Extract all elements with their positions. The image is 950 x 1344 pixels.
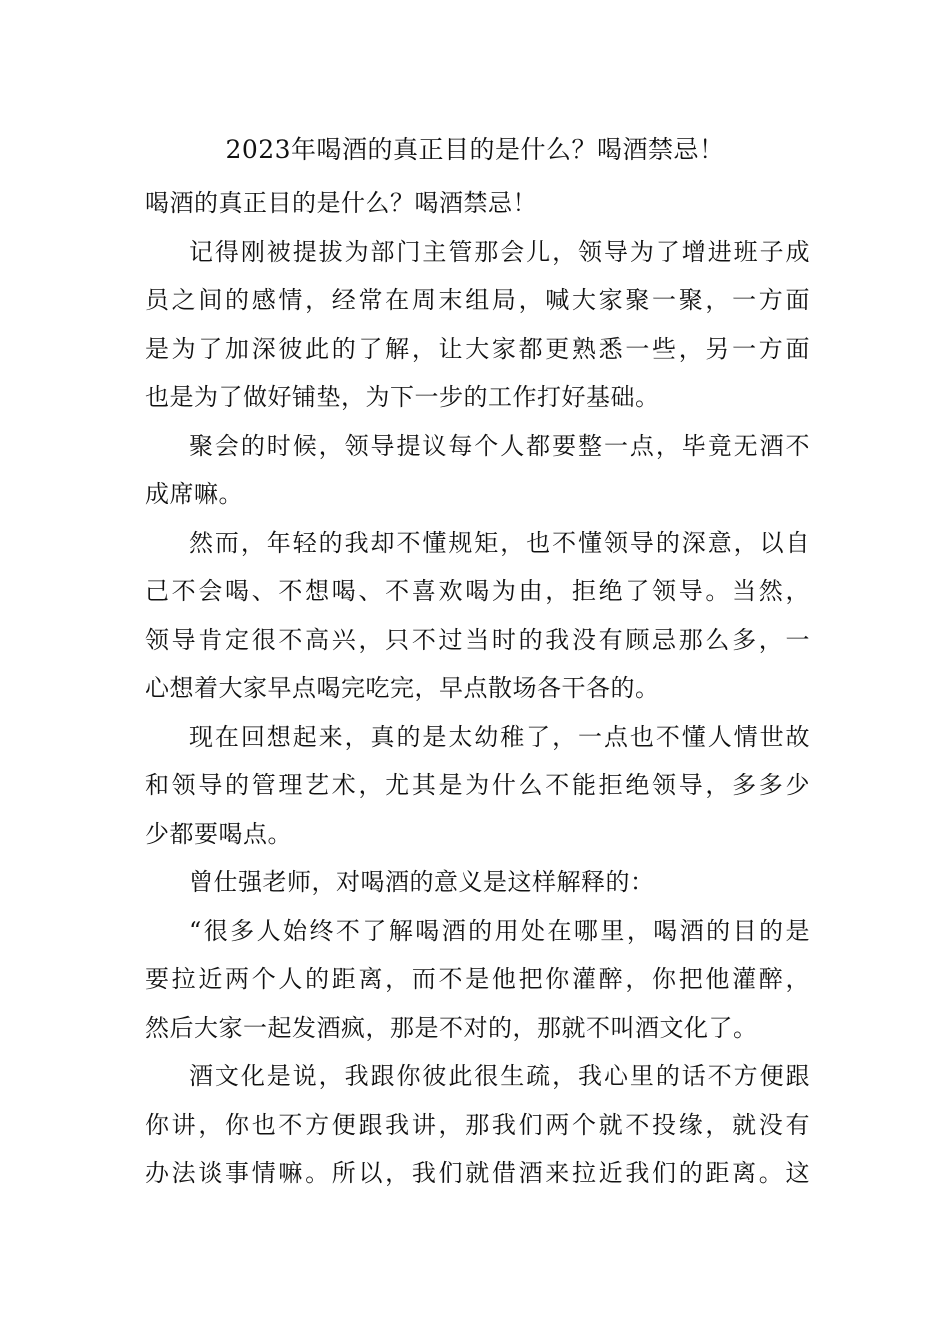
text-line: 也是为了做好铺垫，为下一步的工作打好基础。 bbox=[145, 383, 660, 411]
text-line: 成席嘛。 bbox=[145, 480, 243, 508]
text-line: 你讲，你也不方便跟我讲，那我们两个就不投缘，就没有 bbox=[145, 1110, 810, 1139]
text-line: 心想着大家早点喝完吃完，早点散场各干各的。 bbox=[145, 674, 660, 702]
text-line: 现在回想起来，真的是太幼稚了，一点也不懂人情世故 bbox=[189, 722, 810, 751]
text-line: 员之间的感情，经常在周末组局，喊大家聚一聚，一方面 bbox=[145, 286, 810, 314]
text-line: 要拉近两个人的距离，而不是他把你灌醉，你把他灌醉， bbox=[145, 965, 810, 993]
text-line: 然而，年轻的我却不懂规矩，也不懂领导的深意，以自 bbox=[189, 528, 810, 557]
text-line: 然后大家一起发酒疯，那是不对的，那就不叫酒文化了。 bbox=[145, 1013, 758, 1042]
document-body bbox=[145, 179, 810, 1198]
text-line: 领导肯定很不高兴，只不过当时的我没有顾忌那么多，一 bbox=[145, 625, 810, 654]
text-line: 喝酒的真正目的是什么？喝酒禁忌！ bbox=[145, 189, 537, 217]
text-line: 聚会的时候，领导提议每个人都要整一点，毕竟无酒不 bbox=[189, 431, 810, 460]
text-line: 己不会喝、不想喝、不喜欢喝为由，拒绝了领导。当然， bbox=[145, 577, 810, 605]
text-line: 记得刚被提拔为部门主管那会儿，领导为了增进班子成 bbox=[189, 237, 810, 266]
text-line: 酒文化是说，我跟你彼此很生疏，我心里的话不方便跟 bbox=[189, 1062, 810, 1090]
text-line: “很多人始终不了解喝酒的用处在哪里，喝酒的目的是 bbox=[189, 916, 810, 945]
text-line: 和领导的管理艺术，尤其是为什么不能拒绝领导，多多少 bbox=[145, 771, 810, 799]
text-line: 是为了加深彼此的了解，让大家都更熟悉一些，另一方面 bbox=[145, 334, 810, 363]
text-line: 办法谈事情嘛。所以，我们就借酒来拉近我们的距离。这 bbox=[145, 1159, 810, 1187]
document-title: 2023年喝酒的真正目的是什么？喝酒禁忌！ bbox=[225, 135, 725, 164]
text-line: 少都要喝点。 bbox=[145, 819, 292, 848]
text-line: 曾仕强老师，对喝酒的意义是这样解释的： bbox=[189, 868, 655, 896]
